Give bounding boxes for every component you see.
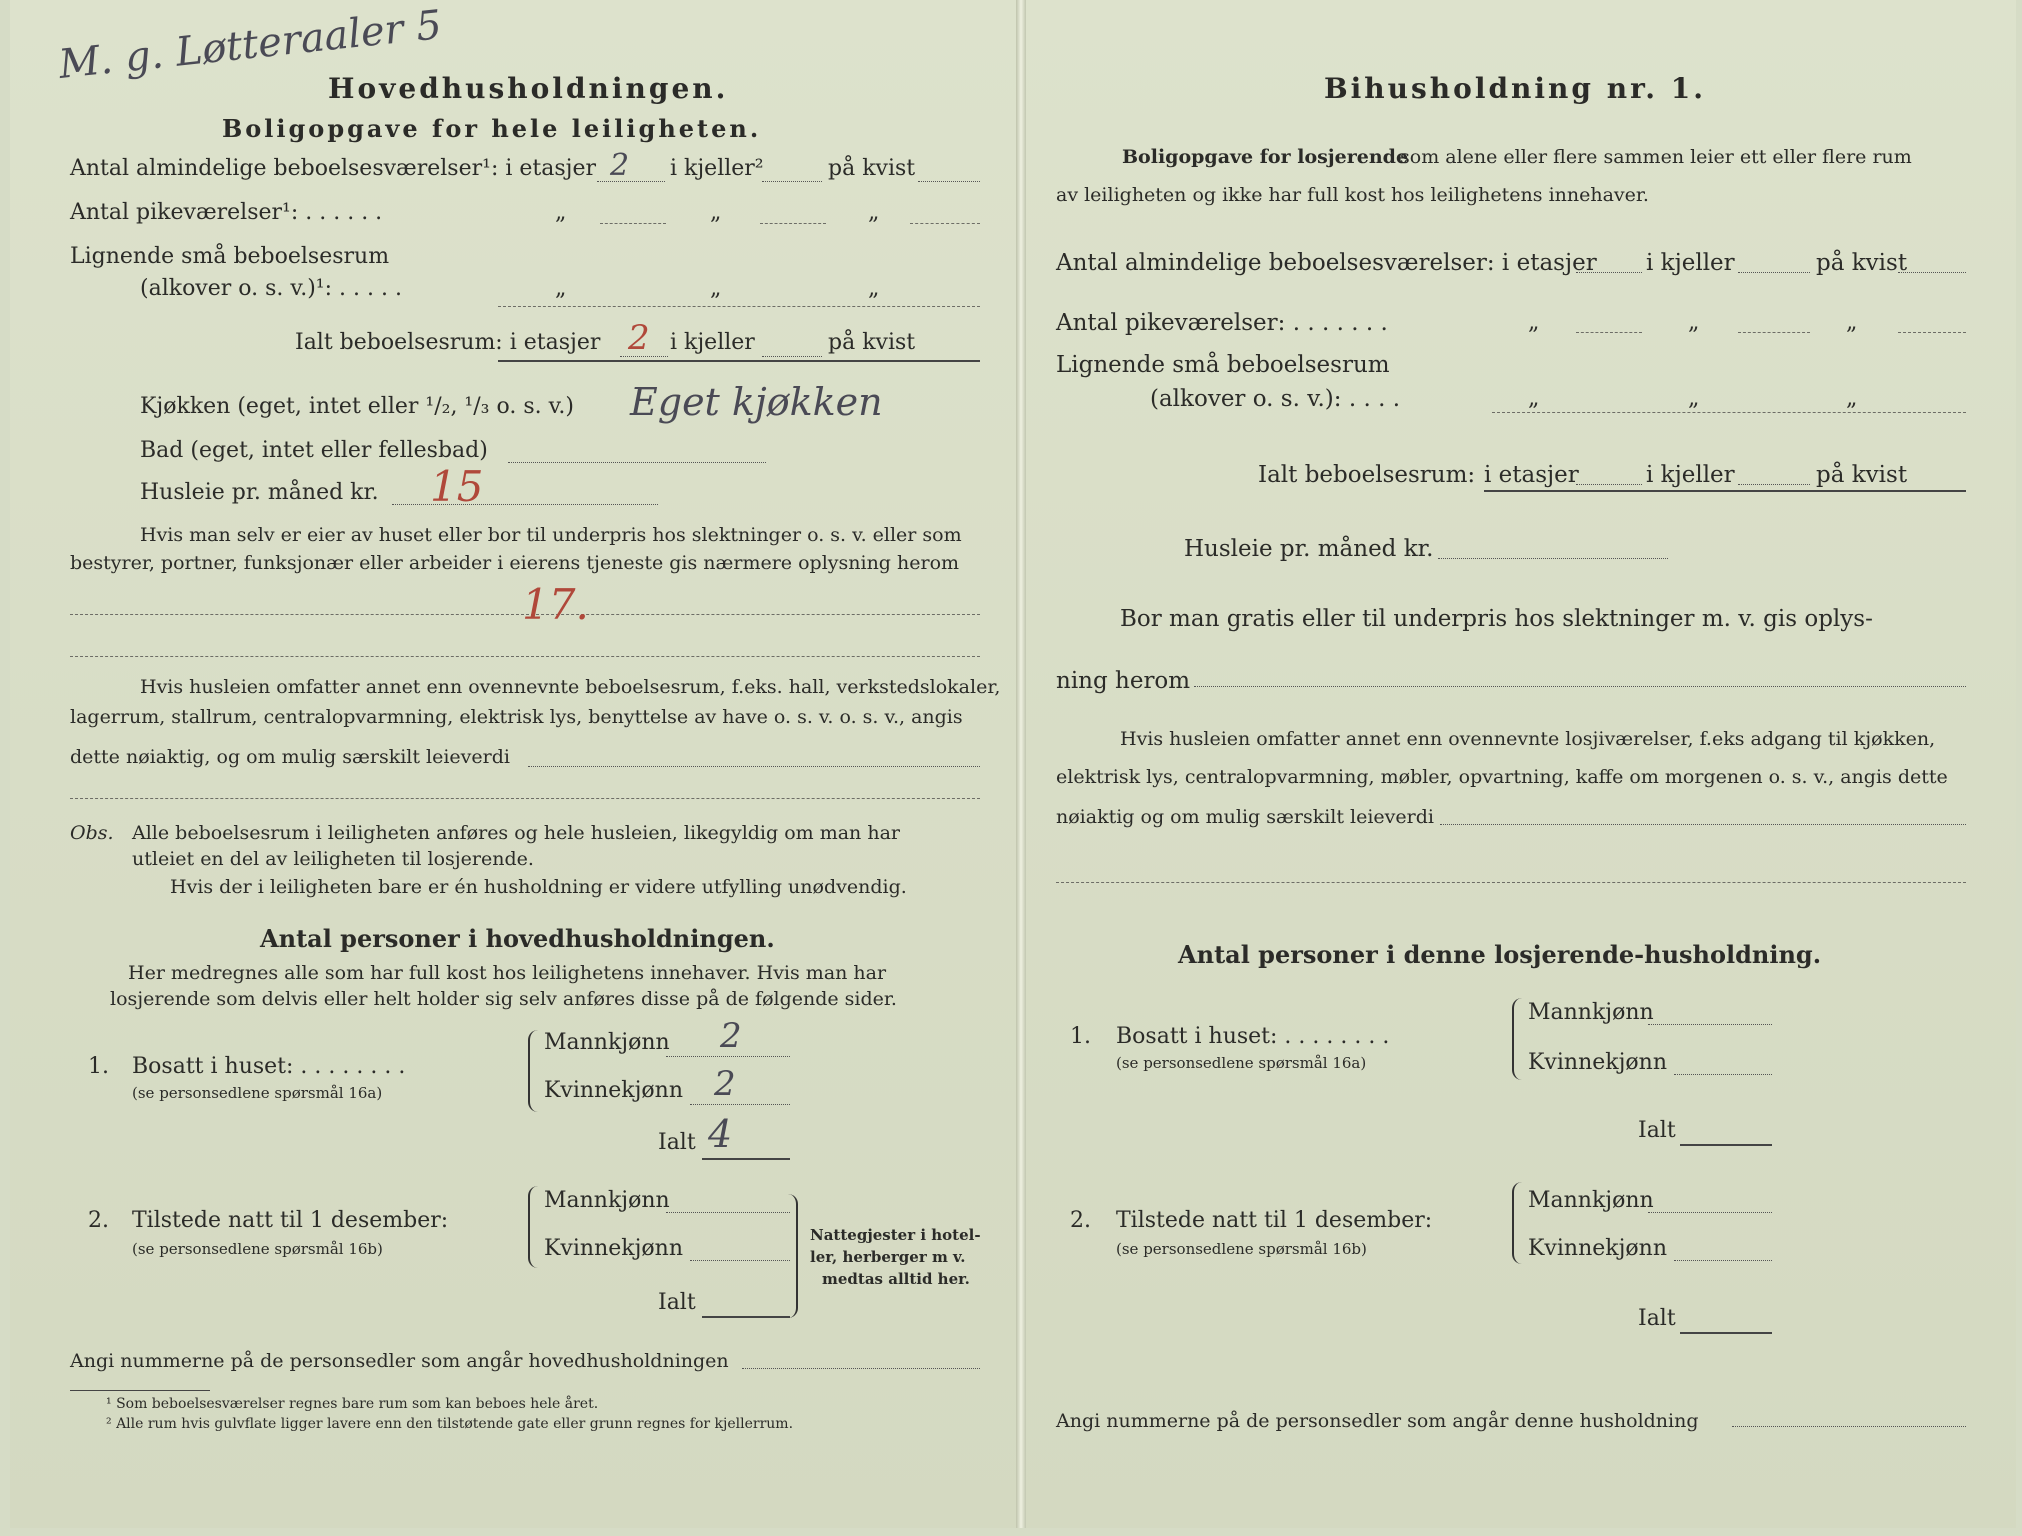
- right-intro-1: som alene eller flere sammen leier ett eller flere rum: [1400, 146, 1912, 168]
- right-q2-number: 2.: [1070, 1208, 1091, 1233]
- q1-number: 1.: [88, 1054, 109, 1079]
- right-intro-2: av leiligheten og ikke har full kost hos leilighetens innehaver.: [1056, 184, 1649, 206]
- right-omfatter-field[interactable]: [1440, 824, 1966, 825]
- right-row1-kvist-label: på kvist: [1816, 250, 1908, 276]
- nattegjester-1: Nattegjester i hotel-: [810, 1226, 981, 1244]
- eier-text-1: Hvis man selv er eier av huset eller bor til underpris hos slektninger o. s. v. eller som: [140, 524, 962, 546]
- ialt-kvist-label: på kvist: [828, 330, 916, 355]
- right-q1-kvinne-field[interactable]: [1674, 1074, 1772, 1075]
- q1-ialt-label: Ialt: [658, 1130, 696, 1155]
- q2-right-brace: [786, 1194, 798, 1318]
- right-q2-brace: [1512, 1182, 1524, 1264]
- right-row2-ditto-1: „: [1528, 310, 1540, 335]
- right-gratis-1: Bor man gratis eller til underpris hos slektninger m. v. gis oplys-: [1120, 606, 1873, 632]
- ialt-label: Ialt beboelsesrum: i etasjer: [295, 330, 601, 355]
- right-q2-mann-field[interactable]: [1648, 1212, 1772, 1213]
- row1-kjeller-label: i kjeller²: [670, 156, 764, 181]
- left-page-hovedhusholdning: [10, 0, 1016, 1528]
- row1-kvist-field[interactable]: [918, 181, 980, 182]
- omfatter-field[interactable]: [528, 766, 980, 767]
- right-ialt-label: Ialt beboelsesrum:: [1258, 462, 1476, 488]
- right-ialt-kvist-label: på kvist: [1816, 462, 1908, 488]
- q2-label: Tilstede natt til 1 desember:: [132, 1208, 449, 1233]
- q1-label: Bosatt i huset: . . . . . . . .: [132, 1054, 406, 1079]
- q2-kvinne-label: Kvinnekjønn: [544, 1236, 683, 1261]
- obs-label: Obs.: [70, 822, 114, 844]
- right-q2-mann-label: Mannkjønn: [1528, 1188, 1654, 1213]
- persons-title: Antal personer i hovedhusholdningen.: [260, 924, 775, 953]
- right-row2-ditto-3: „: [1846, 310, 1858, 335]
- right-row2-kjeller-field[interactable]: [1738, 332, 1810, 333]
- right-intro-bold: Boligopgave for losjerende: [1122, 146, 1409, 168]
- q2-mann-field[interactable]: [666, 1212, 790, 1213]
- q1-note: (se personsedlene spørsmål 16a): [132, 1084, 383, 1102]
- bad-field[interactable]: [508, 462, 766, 463]
- right-row2-label: Antal pikeværelser: . . . . . . .: [1056, 310, 1388, 336]
- ialt-etasjer-value: 2: [628, 318, 650, 358]
- handwritten-header: M. g. Løtteraaler 5: [56, 2, 444, 88]
- q2-kvinne-field[interactable]: [690, 1260, 790, 1261]
- row3-label-b: (alkover o. s. v.)¹: . . . . .: [140, 276, 402, 301]
- right-row3-ditto-1: „: [1528, 386, 1540, 411]
- row3-ditto-3: „: [868, 276, 880, 301]
- obs-text-2: utleiet en del av leiligheten til losjerende.: [132, 848, 534, 870]
- right-q1-number: 1.: [1070, 1024, 1091, 1049]
- right-ialt-kjeller-field[interactable]: [1738, 484, 1810, 485]
- right-page-title: Bihusholdning nr. 1.: [1324, 72, 1706, 105]
- q2-ialt-field[interactable]: [702, 1316, 790, 1318]
- right-row3-label-b: (alkover o. s. v.): . . . .: [1150, 386, 1401, 412]
- right-q1-mann-field[interactable]: [1648, 1024, 1772, 1025]
- row3-field[interactable]: [498, 306, 980, 307]
- right-q2-kvinne-label: Kvinnekjønn: [1528, 1236, 1667, 1261]
- right-q2-ialt-label: Ialt: [1638, 1306, 1676, 1331]
- right-row1-etasjer-field[interactable]: [1576, 272, 1642, 273]
- obs-text-3: Hvis der i leiligheten bare er én husholdning er videre utfylling unødvendig.: [170, 876, 907, 898]
- row3-label-a: Lignende små beboelsesrum: [70, 244, 390, 269]
- ialt-underline: [498, 360, 980, 362]
- right-row3-field[interactable]: [1492, 412, 1966, 413]
- right-q2-label: Tilstede natt til 1 desember:: [1116, 1208, 1433, 1233]
- right-q2-kvinne-field[interactable]: [1674, 1260, 1772, 1261]
- right-row2-etasjer-field[interactable]: [1576, 332, 1642, 333]
- row2-label: Antal pikeværelser¹: . . . . . .: [70, 200, 383, 225]
- right-q1-kvinne-label: Kvinnekjønn: [1528, 1050, 1667, 1075]
- q1-mann-field[interactable]: [666, 1056, 790, 1057]
- right-q1-mann-label: Mannkjønn: [1528, 1000, 1654, 1025]
- row3-ditto-2: „: [710, 276, 722, 301]
- right-gratis-field[interactable]: [1194, 686, 1966, 687]
- right-omfatter-field-2[interactable]: [1056, 882, 1966, 883]
- row2-kjeller-field[interactable]: [760, 223, 826, 224]
- row2-kvist-field[interactable]: [910, 223, 980, 224]
- persons-text-2: losjerende som delvis eller helt holder sig selv anføres disse på de følgende sider.: [110, 988, 897, 1010]
- footnote-1: ¹ Som beboelsesværelser regnes bare rum som kan beboes hele året.: [106, 1396, 599, 1412]
- right-angi-field[interactable]: [1732, 1426, 1966, 1427]
- omfatter-1: Hvis husleien omfatter annet enn ovennevnte beboelsesrum, f.eks. hall, verkstedslokaler,: [140, 676, 1001, 698]
- q1-ialt-field[interactable]: [702, 1158, 790, 1160]
- right-row1-label: Antal almindelige beboelsesværelser: i etasjer: [1056, 250, 1597, 276]
- bad-label: Bad (eget, intet eller fellesbad): [140, 438, 488, 463]
- right-omfatter-3: nøiaktig og om mulig særskilt leieverdi: [1056, 806, 1434, 828]
- kjokken-label: Kjøkken (eget, intet eller ¹/₂, ¹/₃ o. s. v.): [140, 394, 574, 419]
- q2-number: 2.: [88, 1208, 109, 1233]
- q2-note: (se personsedlene spørsmål 16b): [132, 1240, 383, 1258]
- right-q1-brace: [1512, 998, 1524, 1080]
- right-angi-text: Angi nummerne på de personsedler som angår denne husholdning: [1056, 1410, 1699, 1432]
- page-title: Hovedhusholdningen.: [328, 72, 729, 105]
- right-ialt-etasjer-field[interactable]: [1576, 484, 1642, 485]
- ialt-kjeller-field[interactable]: [762, 356, 822, 357]
- right-row1-kjeller-field[interactable]: [1738, 272, 1810, 273]
- kjokken-value: Eget kjøkken: [630, 380, 883, 424]
- right-ialt-etasjer-label: i etasjer: [1484, 462, 1579, 488]
- omfatter-field-2[interactable]: [70, 798, 980, 799]
- right-q2-note: (se personsedlene spørsmål 16b): [1116, 1240, 1367, 1258]
- q1-mann-value: 2: [720, 1016, 742, 1056]
- right-persons-title: Antal personer i denne losjerende-husholdning.: [1178, 940, 1822, 969]
- q1-kvinne-value: 2: [714, 1064, 736, 1104]
- right-q2-ialt-field[interactable]: [1680, 1332, 1772, 1334]
- right-q1-label: Bosatt i huset: . . . . . . . .: [1116, 1024, 1390, 1049]
- right-row2-ditto-2: „: [1688, 310, 1700, 335]
- row2-ditto-1: „: [555, 200, 567, 225]
- angi-field[interactable]: [742, 1368, 980, 1369]
- red-mark: 17.: [522, 580, 589, 629]
- right-ialt-kjeller-label: i kjeller: [1646, 462, 1735, 488]
- right-row1-kjeller-label: i kjeller: [1646, 250, 1735, 276]
- ialt-kjeller-label: i kjeller: [670, 330, 755, 355]
- right-q1-ialt-label: Ialt: [1638, 1118, 1676, 1143]
- eier-field-2[interactable]: [70, 656, 980, 657]
- eier-text-2: bestyrer, portner, funksjonær eller arbeider i eierens tjeneste gis nærmere oplysning herom: [70, 552, 960, 574]
- nattegjester-2: ler, herberger m v.: [810, 1248, 966, 1266]
- q2-mann-label: Mannkjønn: [544, 1188, 670, 1213]
- q2-brace: [528, 1186, 540, 1268]
- right-gratis-2: ning herom: [1056, 668, 1191, 694]
- omfatter-3: dette nøiaktig, og om mulig særskilt leieverdi: [70, 746, 510, 768]
- q1-mann-label: Mannkjønn: [544, 1030, 670, 1055]
- row2-ditto-3: „: [868, 200, 880, 225]
- right-q1-note: (se personsedlene spørsmål 16a): [1116, 1054, 1367, 1072]
- right-row3-ditto-3: „: [1846, 386, 1858, 411]
- row1-label: Antal almindelige beboelsesværelser¹: i etasjer: [70, 156, 597, 181]
- row1-etasjer-value: 2: [610, 148, 630, 183]
- right-husleie-field[interactable]: [1438, 558, 1668, 559]
- right-ialt-underline: [1484, 490, 1966, 492]
- footnote-rule: [70, 1390, 210, 1391]
- q2-ialt-label: Ialt: [658, 1290, 696, 1315]
- q1-kvinne-field[interactable]: [690, 1104, 790, 1105]
- right-row3-ditto-2: „: [1688, 386, 1700, 411]
- footnote-2: ² Alle rum hvis gulvflate ligger lavere enn den tilstøtende gate eller grunn regnes for kjellerrum.: [106, 1416, 794, 1432]
- omfatter-2: lagerrum, stallrum, centralopvarmning, elektrisk lys, benyttelse av have o. s. v. o. s. v., angis: [70, 706, 963, 728]
- right-omfatter-2: elektrisk lys, centralopvarmning, møbler, opvartning, kaffe om morgenen o. s. v., angis dette: [1056, 766, 1948, 788]
- row1-kjeller-field[interactable]: [762, 181, 822, 182]
- row3-ditto-1: „: [555, 276, 567, 301]
- right-page-bihusholdning: [1026, 0, 2016, 1528]
- right-omfatter-1: Hvis husleien omfatter annet enn ovennevnte losjiværelser, f.eks adgang til kjøkken,: [1120, 728, 1936, 750]
- q1-brace: [528, 1030, 540, 1112]
- right-q1-ialt-field[interactable]: [1680, 1144, 1772, 1146]
- husleie-value: 15: [430, 462, 484, 511]
- row1-kvist-label: på kvist: [828, 156, 916, 181]
- right-husleie-label: Husleie pr. måned kr.: [1184, 536, 1434, 562]
- angi-text: Angi nummerne på de personsedler som angår hovedhusholdningen: [70, 1350, 729, 1372]
- persons-text-1: Her medregnes alle som har full kost hos leilighetens innehaver. Hvis man har: [128, 962, 887, 984]
- right-row2-kvist-field[interactable]: [1898, 332, 1966, 333]
- q1-ialt-value: 4: [708, 1112, 733, 1156]
- right-row1-kvist-field[interactable]: [1898, 272, 1966, 273]
- page-subtitle: Boligopgave for hele leiligheten.: [222, 114, 762, 143]
- obs-text-1: Alle beboelsesrum i leiligheten anføres og hele husleien, likegyldig om man har: [132, 822, 900, 844]
- row1-etasjer-field[interactable]: [597, 181, 665, 182]
- right-row3-label-a: Lignende små beboelsesrum: [1056, 352, 1390, 378]
- page-fold: [1016, 0, 1026, 1528]
- row2-etasjer-field[interactable]: [600, 223, 666, 224]
- nattegjester-3: medtas alltid her.: [822, 1270, 970, 1288]
- row2-ditto-2: „: [710, 200, 722, 225]
- q1-kvinne-label: Kvinnekjønn: [544, 1078, 683, 1103]
- husleie-label: Husleie pr. måned kr.: [140, 480, 379, 505]
